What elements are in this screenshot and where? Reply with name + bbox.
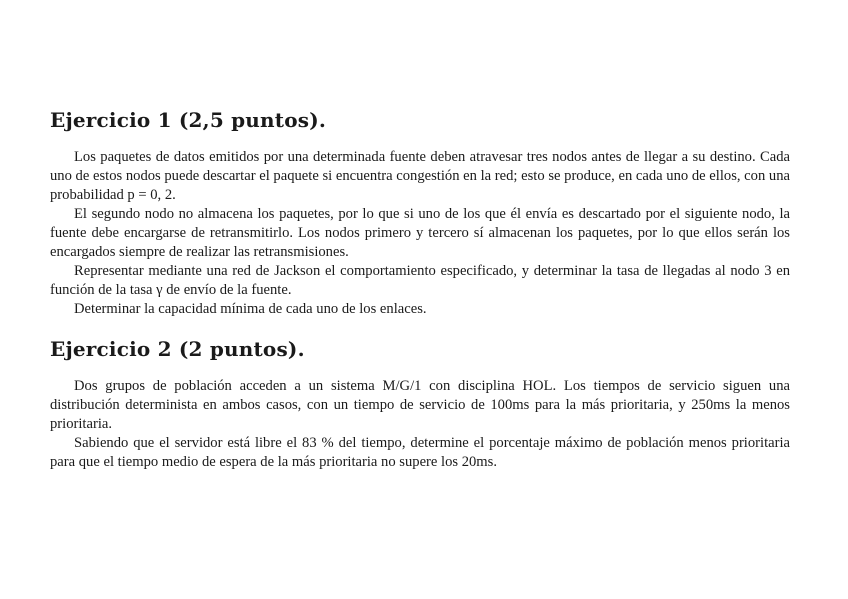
exercise-1 [50,108,790,319]
exercise-1-paragraph-2: El segundo nodo no almacena los paquetes, por lo que si uno de los que él envía es descartado por el siguiente nodo, la fuente debe encargarse de retransmitirlo. Los nodos primero y tercero sí almacenan los paquetes, por lo que ellos serán los encargados siempre de realizar las retransmisiones. [50,206,790,260]
exercise-2-title: Ejercicio 2 (2 puntos). [50,337,305,361]
exercise-1-title: Ejercicio 1 (2,5 puntos). [50,108,327,132]
exercise-2-paragraph-1: Dos grupos de población acceden a un sistema M/G/1 con disciplina HOL. Los tiempos de servicio siguen una distribución determinista en ambos casos, con un tiempo de servicio de 100ms para la más prioritaria, y 250ms la menos prioritaria. [50,378,790,432]
exercise-1-paragraph-3: Representar mediante una red de Jackson el comportamiento especificado, y determinar la tasa de llegadas al nodo 3 en función de la tasa γ de envío de la fuente. [50,263,790,298]
exercise-2 [50,337,790,472]
exercise-1-paragraph-4: Determinar la capacidad mínima de cada uno de los enlaces. [74,301,427,317]
exercise-2-paragraph-2: Sabiendo que el servidor está libre el 83 % del tiempo, determine el porcentaje máximo de población menos prioritaria para que el tiempo medio de espera de la más prioritaria no supere los 20ms. [50,435,790,470]
exercise-1-paragraph-1: Los paquetes de datos emitidos por una determinada fuente deben atravesar tres nodos antes de llegar a su destino. Cada uno de estos nodos puede descartar el paquete si encuentra congestión en la red; esto se produce, en cada uno de ellos, con una probabilidad p = 0, 2. [50,149,790,203]
document-page [50,108,790,472]
